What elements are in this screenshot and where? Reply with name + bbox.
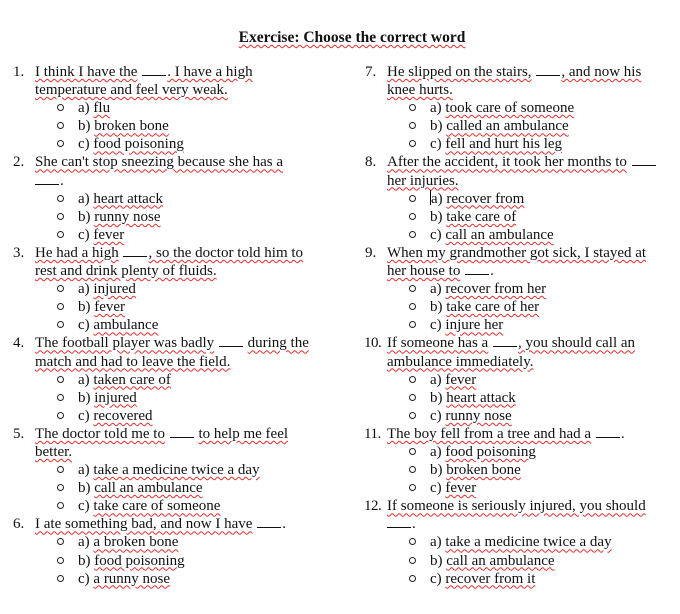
question-1 — [0, 63, 340, 153]
question-12 — [350, 497, 680, 587]
question-text[interactable] — [35, 425, 340, 461]
hollow-circle-bullet-icon — [57, 122, 64, 129]
question-text-part: The boy fell from a tree and had a — [387, 425, 592, 442]
option-b[interactable]: b) food poisoning — [0, 552, 340, 570]
hollow-circle-bullet-icon — [57, 140, 64, 147]
options-list — [350, 190, 680, 244]
option-c[interactable]: c) fever — [350, 479, 680, 497]
hollow-circle-bullet-icon — [409, 466, 416, 473]
question-9 — [350, 244, 680, 334]
option-a[interactable]: a) taken care of — [0, 371, 340, 389]
hollow-circle-bullet-icon — [57, 303, 64, 310]
options-list — [0, 280, 340, 334]
hollow-circle-bullet-icon — [409, 412, 416, 419]
options-list — [0, 371, 340, 425]
question-4 — [0, 334, 340, 424]
hollow-circle-bullet-icon — [57, 321, 64, 328]
question-text-part: match and had to leave the field. — [35, 353, 231, 370]
question-text[interactable] — [387, 63, 680, 99]
question-text-part: I ate something bad, and now I have — [35, 516, 253, 533]
option-b[interactable]: b) take care of her — [350, 298, 680, 316]
question-text-part: . — [412, 516, 416, 533]
option-b[interactable]: b) injured — [0, 389, 340, 407]
question-text-part: , you should call an — [517, 335, 636, 352]
option-b[interactable]: b) fever — [0, 298, 340, 316]
hollow-circle-bullet-icon — [409, 394, 416, 401]
question-text[interactable] — [35, 515, 340, 533]
answer-blank — [142, 64, 166, 76]
question-text-part: ambulance immediately. — [387, 353, 534, 370]
option-c[interactable]: c) a runny nose — [0, 570, 340, 588]
answer-blank — [257, 516, 281, 528]
option-a[interactable]: a) recover from her — [350, 280, 680, 298]
question-text-part: I think I have the — [35, 64, 138, 80]
answer-blank — [170, 426, 194, 438]
hollow-circle-bullet-icon — [57, 104, 64, 111]
hollow-circle-bullet-icon — [57, 394, 64, 401]
hollow-circle-bullet-icon — [409, 448, 416, 455]
title-text: Exercise: Choose the correct word — [238, 29, 466, 46]
question-text-part: When my grandmother got sick, I stayed at — [387, 244, 647, 261]
option-a[interactable]: a) heart attack — [0, 190, 340, 208]
option-b[interactable]: b) runny nose — [0, 208, 340, 226]
hollow-circle-bullet-icon — [57, 502, 64, 509]
option-a[interactable]: a) flu — [0, 99, 340, 117]
answer-blank — [493, 335, 517, 347]
question-text[interactable] — [387, 425, 680, 443]
question-text-part: If someone has a — [387, 335, 489, 352]
option-a[interactable]: a) take a medicine twice a day — [350, 533, 680, 551]
answer-blank — [219, 335, 243, 347]
question-text-part: temperature and feel very weak. — [35, 82, 228, 99]
question-text-part: , so the doctor told him to — [148, 244, 304, 261]
question-text-part: . I have a high — [167, 64, 253, 80]
hollow-circle-bullet-icon — [57, 285, 64, 292]
answer-blank — [596, 426, 620, 438]
options-list — [350, 280, 680, 334]
option-c[interactable]: c) ambulance — [0, 316, 340, 334]
option-a[interactable]: a) took care of someone — [350, 99, 680, 117]
question-text-part: during the — [247, 335, 309, 352]
questions-column-right — [350, 63, 680, 588]
hollow-circle-bullet-icon — [57, 484, 64, 491]
answer-blank — [387, 516, 411, 528]
options-list — [350, 99, 680, 153]
option-a[interactable]: a) fever — [350, 371, 680, 389]
question-number: 7. — [365, 64, 377, 80]
answer-blank — [123, 245, 147, 257]
question-text[interactable] — [35, 334, 340, 370]
question-text-part: rest and drink plenty of fluids. — [35, 263, 217, 280]
hollow-circle-bullet-icon — [409, 376, 416, 383]
answer-blank — [35, 173, 59, 185]
question-text-part: . — [620, 425, 625, 442]
option-a[interactable]: a) a broken bone — [0, 533, 340, 551]
option-b[interactable]: b) broken bone — [0, 117, 340, 135]
question-text[interactable] — [387, 153, 680, 189]
hollow-circle-bullet-icon — [57, 213, 64, 220]
hollow-circle-bullet-icon — [57, 466, 64, 473]
question-number: 4. — [13, 335, 25, 352]
question-number: 2. — [13, 154, 25, 171]
question-text-part: , and now his — [561, 64, 642, 80]
question-number: 9. — [365, 244, 377, 261]
option-c[interactable]: c) recover from it — [350, 570, 680, 588]
option-c[interactable]: c) take care of someone — [0, 497, 340, 515]
question-number: 5. — [13, 425, 25, 442]
question-text-part: her injuries. — [387, 172, 459, 189]
option-a[interactable]: a) food poisoning — [350, 443, 680, 461]
question-text-part: her house to — [387, 263, 461, 280]
option-c[interactable]: c) call an ambulance — [350, 226, 680, 244]
hollow-circle-bullet-icon — [409, 195, 416, 202]
hollow-circle-bullet-icon — [57, 412, 64, 419]
question-text-part: The doctor told me to — [35, 425, 165, 442]
option-c[interactable]: c) food poisoning — [0, 135, 340, 153]
question-text-part: to help me feel — [198, 425, 289, 442]
question-number: 11. — [364, 425, 381, 442]
hollow-circle-bullet-icon — [409, 575, 416, 582]
hollow-circle-bullet-icon — [409, 231, 416, 238]
answer-blank — [536, 64, 560, 76]
question-text[interactable] — [35, 153, 340, 189]
question-text-part: better. — [35, 443, 73, 460]
hollow-circle-bullet-icon — [409, 213, 416, 220]
question-text-part: . — [60, 172, 64, 189]
question-text-part: The football player was badly — [35, 335, 215, 352]
option-b[interactable]: b) broken bone — [350, 461, 680, 479]
question-number: 6. — [13, 516, 25, 533]
hollow-circle-bullet-icon — [57, 557, 64, 564]
question-number: 8. — [365, 154, 377, 171]
question-text[interactable] — [387, 334, 680, 370]
options-list — [0, 99, 340, 153]
option-c[interactable]: c) recovered — [0, 407, 340, 425]
option-a[interactable]: a) injured — [0, 280, 340, 298]
question-text[interactable] — [387, 244, 680, 280]
option-a[interactable]: a) take a medicine twice a day — [0, 461, 340, 479]
hollow-circle-bullet-icon — [409, 321, 416, 328]
hollow-circle-bullet-icon — [57, 575, 64, 582]
hollow-circle-bullet-icon — [409, 303, 416, 310]
option-b[interactable]: b) called an ambulance — [350, 117, 680, 135]
question-number: 1. — [13, 64, 25, 80]
question-8 — [350, 153, 680, 243]
option-b[interactable]: b) heart attack — [350, 389, 680, 407]
question-6 — [0, 515, 340, 587]
question-text-part: . — [282, 516, 286, 533]
hollow-circle-bullet-icon — [57, 231, 64, 238]
hollow-circle-bullet-icon — [409, 557, 416, 564]
options-list — [0, 533, 340, 587]
option-b[interactable]: b) call an ambulance — [0, 479, 340, 497]
options-list — [350, 533, 680, 587]
question-text-part: After the accident, it took her months to — [387, 154, 627, 171]
question-text-part: . — [490, 263, 494, 280]
question-number: 3. — [13, 244, 25, 261]
question-text-part: knee hurts. — [387, 82, 453, 99]
option-c[interactable]: c) injure her — [350, 316, 680, 334]
option-c[interactable]: c) fever — [0, 226, 340, 244]
hollow-circle-bullet-icon — [409, 538, 416, 545]
hollow-circle-bullet-icon — [409, 122, 416, 129]
option-a[interactable]: a) recover from — [350, 190, 680, 208]
hollow-circle-bullet-icon — [409, 104, 416, 111]
question-3 — [0, 244, 340, 334]
question-5 — [0, 425, 340, 515]
hollow-circle-bullet-icon — [409, 285, 416, 292]
options-list — [350, 371, 680, 425]
question-text[interactable] — [387, 497, 680, 533]
question-text[interactable] — [35, 244, 340, 280]
hollow-circle-bullet-icon — [57, 538, 64, 545]
hollow-circle-bullet-icon — [57, 376, 64, 383]
question-10 — [350, 334, 680, 424]
options-list — [0, 461, 340, 515]
question-text[interactable] — [35, 63, 340, 99]
question-text-part: If someone is seriously injured, you should — [387, 498, 646, 515]
question-2 — [0, 153, 340, 243]
option-b[interactable]: b) call an ambulance — [350, 552, 680, 570]
question-number: 12. — [364, 498, 382, 515]
answer-blank — [632, 154, 656, 166]
options-list — [0, 190, 340, 244]
question-text-part: He had a high — [35, 244, 119, 261]
question-text-part: She can't stop sneezing because she has a — [35, 154, 284, 171]
question-7 — [350, 63, 680, 153]
page-title — [0, 28, 680, 48]
hollow-circle-bullet-icon — [57, 195, 64, 202]
answer-blank — [465, 263, 489, 275]
question-number: 10. — [364, 335, 382, 352]
options-list — [350, 443, 680, 497]
hollow-circle-bullet-icon — [409, 140, 416, 147]
option-b[interactable]: b) take care of — [350, 208, 680, 226]
question-text-part: He slipped on the stairs, — [387, 64, 532, 80]
question-11 — [350, 425, 680, 497]
hollow-circle-bullet-icon — [409, 484, 416, 491]
option-c[interactable]: c) fell and hurt his leg — [350, 135, 680, 153]
questions-column-left — [0, 63, 340, 588]
option-c[interactable]: c) runny nose — [350, 407, 680, 425]
